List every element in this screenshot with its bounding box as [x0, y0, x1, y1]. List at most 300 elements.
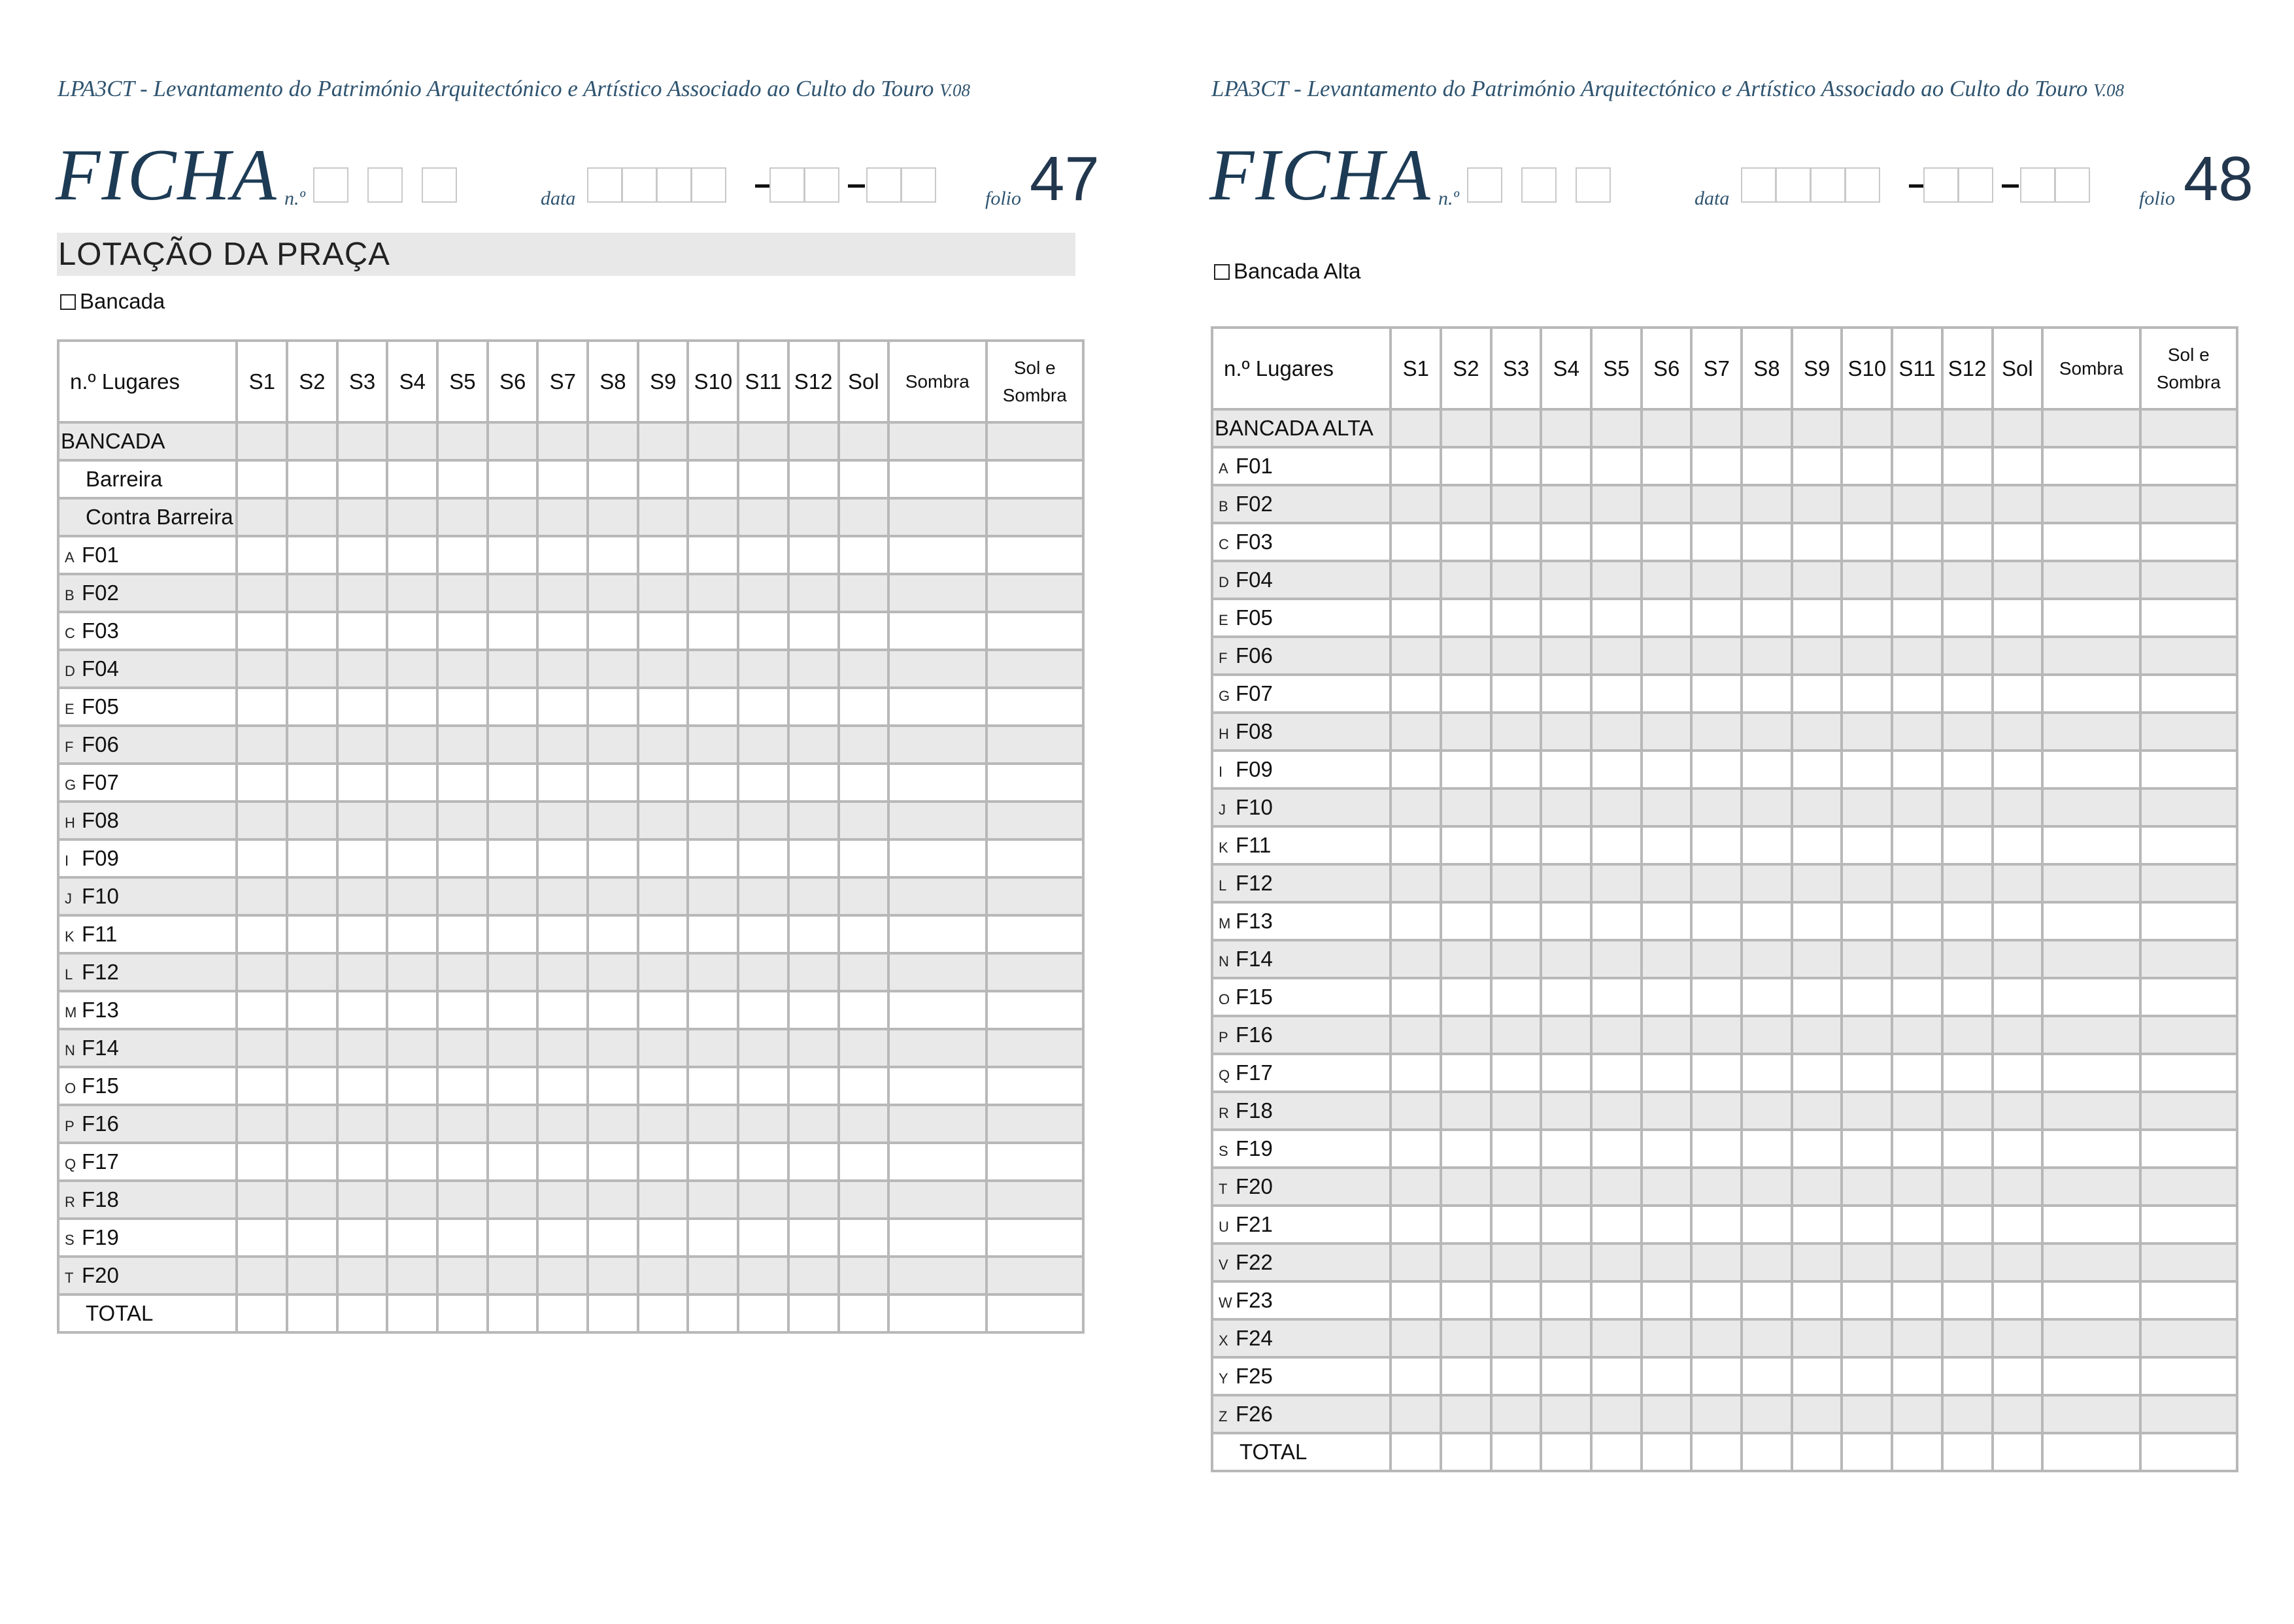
capacity-cell[interactable] [387, 536, 437, 574]
capacity-cell[interactable] [387, 764, 437, 802]
capacity-cell[interactable] [638, 764, 688, 802]
capacity-cell[interactable] [688, 802, 738, 839]
capacity-cell[interactable] [788, 536, 839, 574]
capacity-cell[interactable] [688, 498, 738, 536]
year-digit-box[interactable] [1776, 167, 1811, 203]
capacity-cell[interactable] [1942, 864, 1993, 902]
capacity-cell[interactable] [537, 1067, 588, 1105]
capacity-cell[interactable] [788, 1105, 839, 1143]
capacity-cell[interactable] [839, 460, 889, 498]
capacity-cell[interactable] [1391, 1054, 1441, 1092]
capacity-cell[interactable] [488, 953, 538, 991]
capacity-cell[interactable] [1541, 713, 1591, 751]
capacity-cell[interactable] [839, 877, 889, 915]
capacity-cell[interactable] [888, 1029, 986, 1067]
capacity-cell[interactable] [287, 688, 337, 726]
capacity-cell[interactable] [437, 1219, 488, 1257]
capacity-cell[interactable] [688, 726, 738, 764]
capacity-cell[interactable] [287, 650, 337, 688]
capacity-cell[interactable] [437, 498, 488, 536]
capacity-cell[interactable] [2042, 1130, 2140, 1168]
capacity-cell[interactable] [1792, 864, 1842, 902]
capacity-cell[interactable] [1892, 1206, 1942, 1243]
capacity-cell[interactable] [638, 839, 688, 877]
capacity-cell[interactable] [1441, 1168, 1491, 1206]
capacity-cell[interactable] [2042, 485, 2140, 523]
capacity-cell[interactable] [987, 915, 1084, 953]
capacity-cell[interactable] [1742, 1092, 1792, 1130]
capacity-cell[interactable] [1942, 902, 1993, 940]
capacity-cell[interactable] [1441, 1433, 1491, 1471]
capacity-cell[interactable] [1892, 788, 1942, 826]
capacity-cell[interactable] [488, 1029, 538, 1067]
capacity-cell[interactable] [888, 1294, 986, 1332]
capacity-cell[interactable] [1642, 978, 1692, 1016]
capacity-cell[interactable] [1892, 1243, 1942, 1281]
capacity-cell[interactable] [1792, 485, 1842, 523]
capacity-cell[interactable] [987, 839, 1084, 877]
capacity-cell[interactable] [588, 612, 638, 650]
capacity-cell[interactable] [537, 991, 588, 1029]
capacity-cell[interactable] [1942, 751, 1993, 788]
capacity-cell[interactable] [1642, 485, 1692, 523]
capacity-cell[interactable] [888, 422, 986, 460]
capacity-cell[interactable] [1993, 1206, 2043, 1243]
capacity-cell[interactable] [537, 877, 588, 915]
capacity-cell[interactable] [2042, 561, 2140, 599]
capacity-cell[interactable] [588, 1067, 638, 1105]
capacity-cell[interactable] [1892, 599, 1942, 637]
capacity-cell[interactable] [1892, 978, 1942, 1016]
capacity-cell[interactable] [1842, 1130, 1892, 1168]
capacity-cell[interactable] [1942, 1395, 1993, 1433]
capacity-cell[interactable] [237, 688, 287, 726]
capacity-cell[interactable] [688, 688, 738, 726]
capacity-cell[interactable] [987, 612, 1084, 650]
capacity-cell[interactable] [287, 574, 337, 612]
capacity-cell[interactable] [738, 460, 788, 498]
capacity-cell[interactable] [588, 991, 638, 1029]
capacity-cell[interactable] [638, 1105, 688, 1143]
capacity-cell[interactable] [638, 915, 688, 953]
capacity-cell[interactable] [788, 1219, 839, 1257]
capacity-cell[interactable] [237, 877, 287, 915]
capacity-cell[interactable] [738, 1181, 788, 1219]
capacity-cell[interactable] [1642, 751, 1692, 788]
capacity-cell[interactable] [1742, 1281, 1792, 1319]
capacity-cell[interactable] [1792, 826, 1842, 864]
capacity-cell[interactable] [337, 536, 388, 574]
capacity-cell[interactable] [888, 1181, 986, 1219]
capacity-cell[interactable] [1993, 1319, 2043, 1357]
month-digit-box[interactable] [769, 167, 805, 203]
capacity-cell[interactable] [1892, 409, 1942, 447]
capacity-cell[interactable] [2140, 864, 2238, 902]
capacity-cell[interactable] [1842, 637, 1892, 675]
capacity-cell[interactable] [437, 953, 488, 991]
capacity-cell[interactable] [987, 460, 1084, 498]
capacity-cell[interactable] [237, 1105, 287, 1143]
capacity-cell[interactable] [437, 460, 488, 498]
capacity-cell[interactable] [638, 1143, 688, 1181]
capacity-cell[interactable] [688, 764, 738, 802]
capacity-cell[interactable] [537, 612, 588, 650]
capacity-cell[interactable] [1642, 713, 1692, 751]
capacity-cell[interactable] [1591, 1206, 1642, 1243]
capacity-cell[interactable] [437, 1181, 488, 1219]
numero-digit-box[interactable] [367, 167, 403, 203]
capacity-cell[interactable] [1842, 1168, 1892, 1206]
capacity-cell[interactable] [1391, 1243, 1441, 1281]
capacity-cell[interactable] [1742, 713, 1792, 751]
capacity-cell[interactable] [888, 1143, 986, 1181]
capacity-cell[interactable] [738, 802, 788, 839]
capacity-cell[interactable] [337, 650, 388, 688]
capacity-cell[interactable] [287, 877, 337, 915]
capacity-cell[interactable] [1441, 978, 1491, 1016]
capacity-cell[interactable] [1441, 561, 1491, 599]
capacity-cell[interactable] [1742, 1054, 1792, 1092]
capacity-cell[interactable] [1742, 1206, 1792, 1243]
capacity-cell[interactable] [2042, 599, 2140, 637]
capacity-cell[interactable] [638, 1219, 688, 1257]
capacity-cell[interactable] [237, 802, 287, 839]
capacity-cell[interactable] [1691, 788, 1742, 826]
capacity-cell[interactable] [888, 612, 986, 650]
capacity-cell[interactable] [1792, 1395, 1842, 1433]
capacity-cell[interactable] [1842, 1206, 1892, 1243]
capacity-cell[interactable] [1892, 1092, 1942, 1130]
capacity-cell[interactable] [2042, 1092, 2140, 1130]
capacity-cell[interactable] [1942, 940, 1993, 978]
capacity-cell[interactable] [1993, 713, 2043, 751]
capacity-cell[interactable] [237, 1257, 287, 1294]
capacity-cell[interactable] [1942, 978, 1993, 1016]
capacity-cell[interactable] [287, 612, 337, 650]
capacity-cell[interactable] [1642, 409, 1692, 447]
capacity-cell[interactable] [1993, 978, 2043, 1016]
capacity-cell[interactable] [1892, 713, 1942, 751]
capacity-cell[interactable] [1993, 523, 2043, 561]
capacity-cell[interactable] [987, 1143, 1084, 1181]
capacity-cell[interactable] [2140, 523, 2238, 561]
capacity-cell[interactable] [287, 422, 337, 460]
capacity-cell[interactable] [1691, 1319, 1742, 1357]
capacity-cell[interactable] [1942, 1243, 1993, 1281]
capacity-cell[interactable] [437, 536, 488, 574]
capacity-cell[interactable] [1942, 1433, 1993, 1471]
capacity-cell[interactable] [1441, 826, 1491, 864]
capacity-cell[interactable] [839, 536, 889, 574]
capacity-cell[interactable] [1691, 1016, 1742, 1054]
capacity-cell[interactable] [987, 991, 1084, 1029]
capacity-cell[interactable] [2140, 751, 2238, 788]
capacity-cell[interactable] [788, 1181, 839, 1219]
capacity-cell[interactable] [1541, 675, 1591, 713]
capacity-cell[interactable] [488, 536, 538, 574]
capacity-cell[interactable] [1792, 1016, 1842, 1054]
capacity-cell[interactable] [888, 536, 986, 574]
capacity-cell[interactable] [839, 839, 889, 877]
capacity-cell[interactable] [2140, 599, 2238, 637]
capacity-cell[interactable] [2140, 1281, 2238, 1319]
capacity-cell[interactable] [2042, 637, 2140, 675]
capacity-cell[interactable] [638, 953, 688, 991]
capacity-cell[interactable] [1942, 1319, 1993, 1357]
capacity-cell[interactable] [1491, 1130, 1542, 1168]
capacity-cell[interactable] [638, 1181, 688, 1219]
capacity-cell[interactable] [1591, 561, 1642, 599]
capacity-cell[interactable] [588, 498, 638, 536]
capacity-cell[interactable] [488, 460, 538, 498]
capacity-cell[interactable] [987, 1294, 1084, 1332]
capacity-cell[interactable] [738, 650, 788, 688]
capacity-cell[interactable] [987, 1067, 1084, 1105]
capacity-cell[interactable] [1491, 1168, 1542, 1206]
capacity-cell[interactable] [1942, 637, 1993, 675]
capacity-cell[interactable] [1541, 1243, 1591, 1281]
capacity-cell[interactable] [1942, 561, 1993, 599]
capacity-cell[interactable] [337, 1105, 388, 1143]
capacity-cell[interactable] [437, 688, 488, 726]
capacity-cell[interactable] [1942, 1130, 1993, 1168]
capacity-cell[interactable] [1742, 1016, 1792, 1054]
capacity-cell[interactable] [1742, 1319, 1792, 1357]
capacity-cell[interactable] [237, 1294, 287, 1332]
bancada-alta-checkbox-row[interactable] [1214, 259, 1361, 284]
capacity-cell[interactable] [1591, 978, 1642, 1016]
capacity-cell[interactable] [738, 612, 788, 650]
capacity-cell[interactable] [1842, 978, 1892, 1016]
capacity-cell[interactable] [1892, 485, 1942, 523]
capacity-cell[interactable] [1491, 1395, 1542, 1433]
capacity-cell[interactable] [1842, 1357, 1892, 1395]
capacity-cell[interactable] [638, 1257, 688, 1294]
capacity-cell[interactable] [1691, 864, 1742, 902]
capacity-cell[interactable] [1892, 675, 1942, 713]
capacity-cell[interactable] [287, 1257, 337, 1294]
capacity-cell[interactable] [1491, 1433, 1542, 1471]
capacity-cell[interactable] [2042, 1281, 2140, 1319]
capacity-cell[interactable] [237, 991, 287, 1029]
capacity-cell[interactable] [588, 839, 638, 877]
capacity-cell[interactable] [488, 650, 538, 688]
capacity-cell[interactable] [1642, 864, 1692, 902]
capacity-cell[interactable] [537, 422, 588, 460]
capacity-cell[interactable] [287, 1219, 337, 1257]
capacity-cell[interactable] [738, 574, 788, 612]
capacity-cell[interactable] [1591, 637, 1642, 675]
capacity-cell[interactable] [788, 991, 839, 1029]
capacity-cell[interactable] [287, 498, 337, 536]
capacity-cell[interactable] [1541, 1168, 1591, 1206]
capacity-cell[interactable] [1792, 902, 1842, 940]
capacity-cell[interactable] [537, 498, 588, 536]
capacity-cell[interactable] [287, 915, 337, 953]
capacity-cell[interactable] [1491, 447, 1542, 485]
capacity-cell[interactable] [1491, 1243, 1542, 1281]
capacity-cell[interactable] [588, 915, 638, 953]
capacity-cell[interactable] [1491, 940, 1542, 978]
capacity-cell[interactable] [1993, 1243, 2043, 1281]
capacity-cell[interactable] [839, 764, 889, 802]
capacity-cell[interactable] [437, 1105, 488, 1143]
capacity-cell[interactable] [1942, 1357, 1993, 1395]
capacity-cell[interactable] [287, 1143, 337, 1181]
capacity-cell[interactable] [1842, 1016, 1892, 1054]
capacity-cell[interactable] [1792, 447, 1842, 485]
capacity-cell[interactable] [1691, 978, 1742, 1016]
capacity-cell[interactable] [1391, 751, 1441, 788]
capacity-cell[interactable] [788, 1029, 839, 1067]
capacity-cell[interactable] [2140, 1357, 2238, 1395]
capacity-cell[interactable] [387, 1219, 437, 1257]
capacity-cell[interactable] [987, 650, 1084, 688]
capacity-cell[interactable] [1541, 1054, 1591, 1092]
capacity-cell[interactable] [1441, 1054, 1491, 1092]
capacity-cell[interactable] [1742, 637, 1792, 675]
month-digit-box[interactable] [1923, 167, 1959, 203]
capacity-cell[interactable] [287, 802, 337, 839]
capacity-cell[interactable] [287, 536, 337, 574]
capacity-cell[interactable] [237, 650, 287, 688]
capacity-cell[interactable] [287, 1029, 337, 1067]
capacity-cell[interactable] [387, 953, 437, 991]
capacity-cell[interactable] [1691, 485, 1742, 523]
capacity-cell[interactable] [337, 460, 388, 498]
capacity-cell[interactable] [688, 953, 738, 991]
capacity-cell[interactable] [337, 839, 388, 877]
capacity-cell[interactable] [1642, 1054, 1692, 1092]
capacity-cell[interactable] [287, 726, 337, 764]
capacity-cell[interactable] [337, 991, 388, 1029]
capacity-cell[interactable] [1541, 485, 1591, 523]
capacity-cell[interactable] [2042, 940, 2140, 978]
capacity-cell[interactable] [1491, 1319, 1542, 1357]
capacity-cell[interactable] [1391, 978, 1441, 1016]
capacity-cell[interactable] [987, 688, 1084, 726]
capacity-cell[interactable] [1742, 902, 1792, 940]
capacity-cell[interactable] [387, 915, 437, 953]
capacity-cell[interactable] [987, 498, 1084, 536]
capacity-cell[interactable] [488, 1143, 538, 1181]
capacity-cell[interactable] [588, 688, 638, 726]
capacity-cell[interactable] [788, 839, 839, 877]
capacity-cell[interactable] [1942, 485, 1993, 523]
capacity-cell[interactable] [1441, 675, 1491, 713]
capacity-cell[interactable] [1792, 523, 1842, 561]
capacity-cell[interactable] [1391, 1281, 1441, 1319]
capacity-cell[interactable] [488, 802, 538, 839]
capacity-cell[interactable] [287, 1294, 337, 1332]
year-digit-box[interactable] [622, 167, 657, 203]
capacity-cell[interactable] [1993, 637, 2043, 675]
capacity-cell[interactable] [387, 839, 437, 877]
capacity-cell[interactable] [1541, 788, 1591, 826]
capacity-cell[interactable] [1993, 940, 2043, 978]
capacity-cell[interactable] [1441, 751, 1491, 788]
capacity-cell[interactable] [1892, 826, 1942, 864]
capacity-cell[interactable] [1942, 1206, 1993, 1243]
capacity-cell[interactable] [588, 877, 638, 915]
capacity-cell[interactable] [1642, 1319, 1692, 1357]
capacity-cell[interactable] [488, 1181, 538, 1219]
capacity-cell[interactable] [437, 650, 488, 688]
capacity-cell[interactable] [287, 764, 337, 802]
capacity-cell[interactable] [337, 422, 388, 460]
capacity-cell[interactable] [1792, 1168, 1842, 1206]
capacity-cell[interactable] [237, 574, 287, 612]
year-digit-box[interactable] [656, 167, 692, 203]
capacity-cell[interactable] [638, 726, 688, 764]
capacity-cell[interactable] [237, 726, 287, 764]
capacity-cell[interactable] [437, 877, 488, 915]
capacity-cell[interactable] [2042, 751, 2140, 788]
capacity-cell[interactable] [1691, 940, 1742, 978]
capacity-cell[interactable] [1993, 409, 2043, 447]
capacity-cell[interactable] [987, 1257, 1084, 1294]
capacity-cell[interactable] [1642, 1092, 1692, 1130]
capacity-cell[interactable] [1391, 523, 1441, 561]
capacity-cell[interactable] [888, 1067, 986, 1105]
capacity-cell[interactable] [1642, 1206, 1692, 1243]
capacity-cell[interactable] [839, 1294, 889, 1332]
capacity-cell[interactable] [337, 1029, 388, 1067]
capacity-cell[interactable] [2042, 864, 2140, 902]
capacity-cell[interactable] [1742, 1130, 1792, 1168]
capacity-cell[interactable] [888, 460, 986, 498]
capacity-cell[interactable] [1993, 675, 2043, 713]
capacity-cell[interactable] [1691, 1206, 1742, 1243]
capacity-cell[interactable] [588, 650, 638, 688]
capacity-cell[interactable] [1792, 940, 1842, 978]
capacity-cell[interactable] [237, 498, 287, 536]
capacity-cell[interactable] [488, 764, 538, 802]
capacity-cell[interactable] [738, 1219, 788, 1257]
capacity-cell[interactable] [1942, 713, 1993, 751]
capacity-cell[interactable] [337, 1294, 388, 1332]
capacity-cell[interactable] [1993, 864, 2043, 902]
capacity-cell[interactable] [1642, 1130, 1692, 1168]
capacity-cell[interactable] [237, 612, 287, 650]
capacity-cell[interactable] [437, 726, 488, 764]
capacity-cell[interactable] [888, 498, 986, 536]
capacity-cell[interactable] [588, 953, 638, 991]
capacity-cell[interactable] [1792, 599, 1842, 637]
capacity-cell[interactable] [839, 650, 889, 688]
capacity-cell[interactable] [1892, 447, 1942, 485]
capacity-cell[interactable] [2140, 1395, 2238, 1433]
capacity-cell[interactable] [387, 574, 437, 612]
capacity-cell[interactable] [1792, 1357, 1842, 1395]
capacity-cell[interactable] [237, 536, 287, 574]
capacity-cell[interactable] [1742, 1433, 1792, 1471]
capacity-cell[interactable] [2140, 637, 2238, 675]
capacity-cell[interactable] [437, 839, 488, 877]
capacity-cell[interactable] [1491, 675, 1542, 713]
capacity-cell[interactable] [1691, 1092, 1742, 1130]
capacity-cell[interactable] [2042, 1395, 2140, 1433]
capacity-cell[interactable] [738, 422, 788, 460]
capacity-cell[interactable] [1742, 599, 1792, 637]
capacity-cell[interactable] [638, 802, 688, 839]
year-digit-box[interactable] [1741, 167, 1776, 203]
capacity-cell[interactable] [1892, 1395, 1942, 1433]
capacity-cell[interactable] [1391, 940, 1441, 978]
capacity-cell[interactable] [588, 726, 638, 764]
capacity-cell[interactable] [1742, 485, 1792, 523]
capacity-cell[interactable] [1441, 713, 1491, 751]
